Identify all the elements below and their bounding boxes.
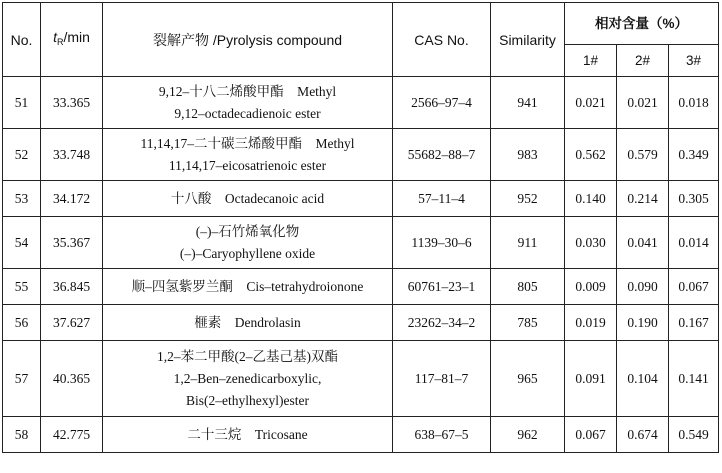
compound-line: 顺–四氢紫罗兰酮 Cis–tetrahydroionone [131, 278, 364, 294]
header-similarity: Similarity [491, 3, 565, 77]
cell-content-2: 0.579 [617, 129, 669, 181]
cell-content-2: 0.021 [617, 77, 669, 129]
header-no: No. [3, 3, 41, 77]
cell-content-1: 0.019 [565, 305, 617, 341]
table-row [3, 269, 719, 305]
cell-content-1: 0.021 [565, 77, 617, 129]
cell-similarity: 805 [491, 269, 565, 305]
cell-no: 57 [3, 341, 41, 417]
compound-line: 1,2–Ben–zenedicarboxylic, [173, 370, 322, 386]
cell-similarity: 983 [491, 129, 565, 181]
cell-retention-time: 35.367 [41, 217, 103, 269]
cell-content-2: 0.104 [617, 341, 669, 417]
compound-line: Bis(2–ethylhexyl)ester [186, 392, 309, 408]
cell-content-2: 0.214 [617, 181, 669, 217]
cell-retention-time: 36.845 [41, 269, 103, 305]
cell-content-3: 0.549 [669, 417, 719, 453]
header-tr-subscript: R [56, 37, 64, 47]
cell-similarity: 952 [491, 181, 565, 217]
table-row [3, 181, 719, 217]
cell-compound [103, 217, 393, 269]
compound-line: 11,14,17–eicosatrienoic ester [168, 157, 327, 173]
cell-cas: 2566–97–4 [393, 77, 491, 129]
header-sample-2: 2# [617, 45, 669, 77]
cell-content-1: 0.140 [565, 181, 617, 217]
cell-content-3: 0.349 [669, 129, 719, 181]
cell-cas: 23262–34–2 [393, 305, 491, 341]
cell-cas: 117–81–7 [393, 341, 491, 417]
cell-content-1: 0.030 [565, 217, 617, 269]
header-retention-time [41, 3, 103, 77]
cell-compound [103, 269, 393, 305]
cell-retention-time: 33.748 [41, 129, 103, 181]
cell-retention-time: 40.365 [41, 341, 103, 417]
table-row [3, 417, 719, 453]
cell-no: 52 [3, 129, 41, 181]
compound-line: 11,14,17–二十碳三烯酸甲酯 Methyl [140, 135, 355, 151]
cell-similarity: 941 [491, 77, 565, 129]
cell-compound [103, 129, 393, 181]
table-header [3, 3, 719, 77]
cell-content-3: 0.305 [669, 181, 719, 217]
cell-similarity: 911 [491, 217, 565, 269]
cell-cas: 1139–30–6 [393, 217, 491, 269]
cell-compound [103, 305, 393, 341]
header-tr-unit: /min [63, 29, 90, 45]
cell-similarity: 962 [491, 417, 565, 453]
cell-no: 56 [3, 305, 41, 341]
compound-line: 十八酸 Octadecanoic acid [170, 190, 325, 206]
cell-retention-time: 42.775 [41, 417, 103, 453]
cell-retention-time: 33.365 [41, 77, 103, 129]
cell-content-3: 0.014 [669, 217, 719, 269]
cell-content-1: 0.067 [565, 417, 617, 453]
cell-no: 54 [3, 217, 41, 269]
header-sample-3: 3# [669, 45, 719, 77]
table-row [3, 217, 719, 269]
pyrolysis-table [2, 2, 719, 453]
cell-cas: 60761–23–1 [393, 269, 491, 305]
compound-line: 9,12–octadecadienoic ester [174, 105, 321, 121]
cell-compound [103, 77, 393, 129]
compound-line: (–)–石竹烯氧化物 [195, 223, 300, 239]
cell-cas: 57–11–4 [393, 181, 491, 217]
cell-retention-time: 37.627 [41, 305, 103, 341]
header-relative-content: 相对含量（%） [565, 3, 719, 45]
cell-content-2: 0.674 [617, 417, 669, 453]
table-row [3, 129, 719, 181]
cell-content-3: 0.018 [669, 77, 719, 129]
cell-content-1: 0.009 [565, 269, 617, 305]
cell-cas: 638–67–5 [393, 417, 491, 453]
cell-compound [103, 341, 393, 417]
cell-content-2: 0.041 [617, 217, 669, 269]
cell-content-3: 0.067 [669, 269, 719, 305]
cell-similarity: 785 [491, 305, 565, 341]
cell-no: 55 [3, 269, 41, 305]
header-sample-1: 1# [565, 45, 617, 77]
cell-content-2: 0.190 [617, 305, 669, 341]
table-body [3, 77, 719, 453]
cell-no: 58 [3, 417, 41, 453]
header-compound: 裂解产物 /Pyrolysis compound [103, 3, 393, 77]
compound-line: 9,12–十八二烯酸甲酯 Methyl [158, 83, 337, 99]
cell-similarity: 965 [491, 341, 565, 417]
cell-no: 51 [3, 77, 41, 129]
cell-compound [103, 417, 393, 453]
header-tr-symbol: t [53, 29, 57, 45]
table-row [3, 305, 719, 341]
cell-no: 53 [3, 181, 41, 217]
header-cas: CAS No. [393, 3, 491, 77]
table-row [3, 77, 719, 129]
compound-line: 二十三烷 Tricosane [187, 426, 308, 442]
cell-content-3: 0.141 [669, 341, 719, 417]
compound-line: 榧素 Dendrolasin [194, 314, 301, 330]
cell-content-3: 0.167 [669, 305, 719, 341]
compound-line: (–)–Caryophyllene oxide [179, 245, 316, 261]
cell-retention-time: 34.172 [41, 181, 103, 217]
cell-cas: 55682–88–7 [393, 129, 491, 181]
table-row [3, 341, 719, 417]
compound-line: 1,2–苯二甲酸(2–乙基己基)双酯 [156, 348, 339, 364]
cell-content-1: 0.091 [565, 341, 617, 417]
cell-content-1: 0.562 [565, 129, 617, 181]
cell-compound [103, 181, 393, 217]
cell-content-2: 0.090 [617, 269, 669, 305]
